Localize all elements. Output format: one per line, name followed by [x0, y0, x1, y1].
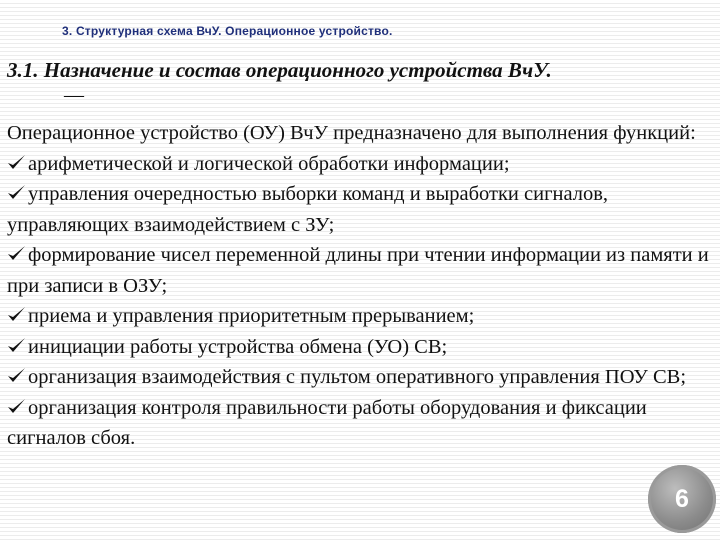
checkmark-icon: [7, 367, 28, 384]
bullet-item: [7, 332, 712, 363]
checkmark-icon: [7, 398, 28, 415]
bullet-text: организация взаимодействия с пультом оперативного управления ПОУ СВ;: [28, 366, 687, 388]
bullet-item: [7, 301, 712, 332]
checkmark-icon: [7, 245, 28, 262]
bullet-item: [7, 179, 712, 240]
slide-header: 3. Структурная схема ВчУ. Операционное устройство.: [62, 24, 393, 38]
slide-content: [7, 118, 712, 454]
bullet-item: [7, 240, 712, 301]
bullet-text: приема и управления приоритетным прерыванием;: [28, 305, 475, 327]
bullet-item: [7, 362, 712, 393]
bullet-text: арифметической и логической обработки информации;: [28, 152, 510, 175]
title-dash: —: [64, 84, 84, 106]
bullet-list: [7, 149, 712, 454]
page-number: 6: [675, 484, 689, 513]
checkmark-icon: [7, 184, 28, 201]
bullet-item: [7, 393, 712, 454]
checkmark-icon: [7, 306, 28, 323]
intro-text: Операционное устройство (ОУ) ВчУ предназначено для выполнения функций:: [7, 122, 696, 144]
bullet-text: инициации работы устройства обмена (УО) СВ;: [28, 335, 448, 358]
checkmark-icon: [7, 154, 28, 171]
checkmark-icon: [7, 337, 28, 354]
bullet-text: организация контроля правильности работы оборудования и фиксации сигналов сбоя.: [7, 396, 647, 449]
bullet-text: управления очередностью выборки команд и выработки сигналов, управляющих взаимодействием с ЗУ;: [7, 183, 609, 236]
page-number-badge: [648, 465, 716, 533]
section-title: 3.1. Назначение и состав операционного устройства ВчУ.: [7, 58, 552, 82]
bullet-text: формирование чисел переменной длины при чтении информации из памяти и при записи в ОЗУ;: [7, 244, 709, 297]
bullet-item: [7, 149, 712, 180]
